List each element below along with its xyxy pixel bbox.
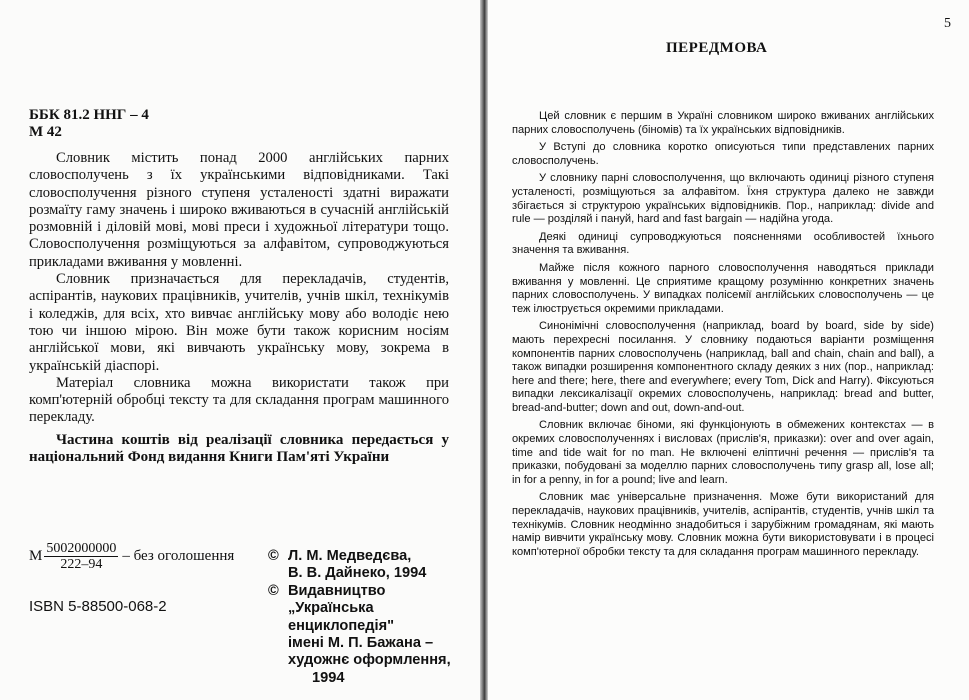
preface-text (512, 110, 934, 563)
preface-paragraph: Словник включає біноми, які функціонують в обмежених контекстах — в окремих словосполученнях і висловах (прислів'я, приказки): over and over again, time and tide wait for no man. Не включені еліптичні речення — прислів'я та приказки, побудовані за моделлю парних словосполучень типу grasp all, lose all; in for a penny, in for a pound; live and learn. (512, 419, 934, 486)
book-gutter (480, 0, 488, 700)
copyright-line: Л. М. Медведєва, (288, 548, 412, 564)
bbk-line: ББК 81.2 ННГ – 4 (29, 107, 149, 123)
index-denominator: 222–94 (60, 557, 103, 572)
preface-paragraph: Деякі одиниці супроводжуються поясненнями особливостей їхнього значення та вживання. (512, 230, 934, 257)
preface-paragraph: Словник має універсальне призначення. Може бути використаний для перекладачів, наукових працівників, учителів, аспірантів, студентів, учнів шкіл та технікумів. Словник неодмінно знадобиться і зарубіжним громадянам, які мають намір вивчити українську мову. Словник можна бути використовувати і в процесі комп'ютерної обробки тексту та для складання програм машинного перекладу. (512, 491, 934, 558)
copyright-line: В. В. Дайнеко, 1994 (288, 565, 427, 582)
copyright-line: художнє оформлення, (288, 652, 451, 669)
copyright-line: 1994 (312, 669, 345, 686)
bbk-line: М 42 (29, 124, 62, 140)
preface-paragraph: У словнику парні словосполучення, що включають одиниці різного ступеня усталеності, розміщуються за алфавітом. Їхня структура далеко не завжди збігається зі структурою українських відповідників. Пор., наприклад: divide and rule — розділяй і пануй, hard and fast bargain — надійна угода. (512, 172, 934, 226)
annotation-paragraph: Матеріал словника можна використати також при комп'ютерній обробці тексту та для складання програм машинного перекладу. (29, 374, 449, 426)
preface-paragraph: Майже після кожного парного словосполучення наводяться приклади вживання у мовленні. Це сприятиме кращому розумінню конкретних значень парних словосполучень. У випадках полісемії англійських словосполучень — це теж ілюструється окремими прикладами. (512, 261, 934, 315)
copyright-symbol: © (268, 548, 279, 564)
annotation-paragraph: Словник містить понад 2000 англійських парних словосполучень з їх українськими відповідниками. Такі словосполучення різного ступеня усталеності здатні виражати розмаїту гаму значень і широко вживаються в сучасній англійській розмовній і діловій мові, мові преси і художньої літератури тощо. Словосполучення розміщуються за алфавітом, супроводжуються прикладами вживання у мовленні. (29, 150, 449, 270)
preface-paragraph: Синонімічні словосполучення (наприклад, board by board, side by side) мають перехресні посилання. У словнику подаються варіанти розміщення компонентів парних словосполучень (наприклад, ball and chain, chain and ball), а також випадки розширення компонентного складу деяких з них (пор., наприклад: here and there; here, there and everywhere; every Tom, Dick and Harry). Фіксуються випадки лексикалізації окремих словосполучень, наприклад: bread and butter, bread-and-butter; down and out, down-and-out. (512, 320, 934, 414)
index-fraction (44, 541, 118, 572)
preface-paragraph: У Вступі до словника коротко описуються типи представлених парних словосполучень. (512, 141, 934, 167)
page-number: 5 (944, 16, 951, 31)
copyright-block (268, 548, 458, 687)
fund-note (29, 432, 449, 466)
annotation (29, 150, 449, 427)
annotation-paragraph: Словник призначається для перекладачів, студентів, аспірантів, наукових працівників, учителів, учнів шкіл, технікумів і коледжів, для всіх, хто вивчає англійську мову або володіє нею тою чи іншою мірою. Він може бути також корисним носіям англійської мови, які вивчають українську мову, зокрема в українській діаспорі. (29, 271, 449, 374)
copyright-line: імені М. П. Бажана – (288, 635, 434, 652)
page-title: ПЕРЕДМОВА (666, 40, 768, 56)
index-letter: М (29, 548, 43, 564)
isbn: ISBN 5-88500-068-2 (29, 598, 167, 615)
fund-note-text: Частина коштів від реалізації словника передається у національний Фонд видання Книги Пам'яті України (29, 432, 449, 465)
copyright-symbol: © (268, 582, 279, 599)
index-numerator: 5002000000 (46, 541, 117, 556)
index-suffix: – без оголошення (122, 548, 235, 564)
publication-index (29, 541, 234, 572)
bbk-code (29, 107, 149, 141)
copyright-line: Видавництво „Українська енциклопедія" (288, 582, 395, 634)
copyright-entry (268, 583, 458, 687)
preface-paragraph: Цей словник є першим в Україні словником широко вживаних англійських парних словосполучень (біномів) та їх українських відповідників. (512, 110, 934, 136)
copyright-entry (268, 548, 458, 583)
